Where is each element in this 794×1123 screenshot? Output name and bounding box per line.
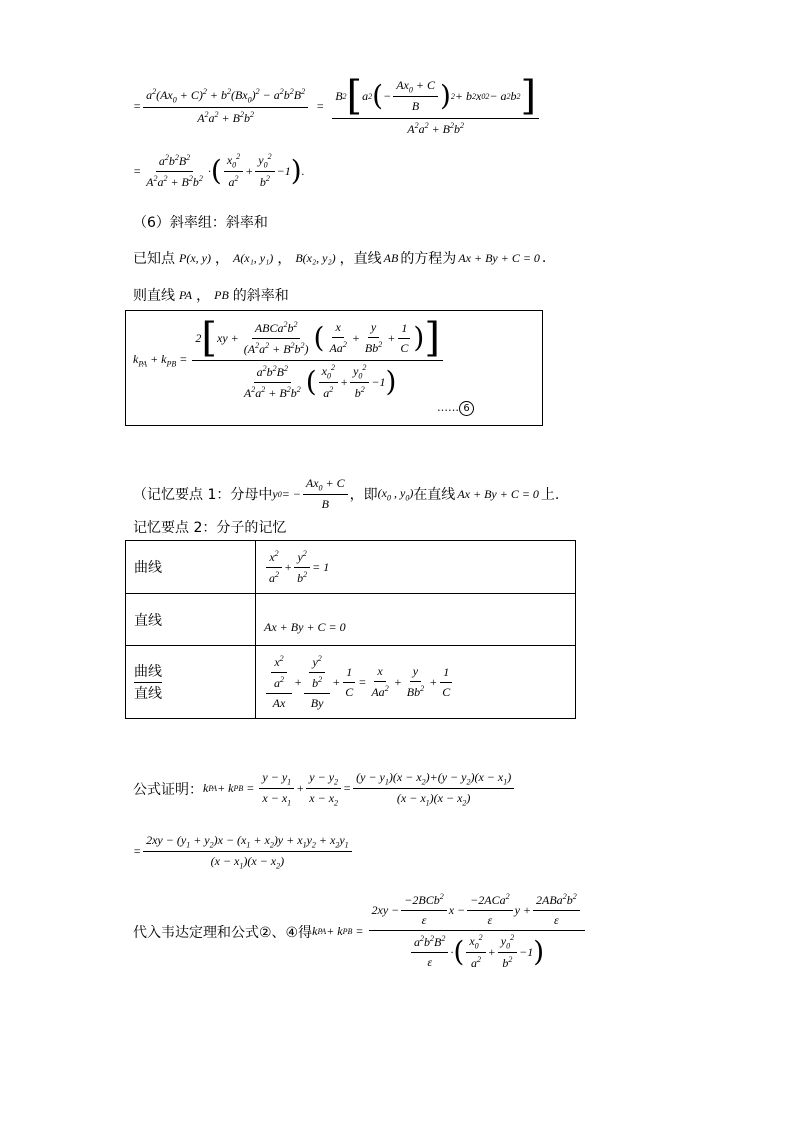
point-b: B(x₂, y₂) [295, 250, 336, 265]
given-text: 已知点 [133, 251, 175, 267]
then-sentence: 则直线 PA ， PB 的斜率和 [133, 285, 289, 305]
then-text: 则直线 [133, 288, 175, 304]
substitute-label: 代入韦达定理和公式②、④得 [133, 924, 313, 941]
memory-1-line: Ax + By + C = 0 [457, 486, 539, 501]
memory-point-1: （记忆要点 1：分母中 y 0 = − $\frac{Ax_0 + C}{B}$ ，即 ($x_0$ , $y_0$) 在直线 Ax + By + C = 0 上. [133, 476, 560, 512]
row-formula-curve: $\frac{x^2}{a^2}$ + $\frac{y^2}{b^2}$ = 1 [256, 541, 576, 594]
row-formula-line: Ax + By + C = 0 [256, 594, 576, 646]
table-row [126, 541, 576, 594]
equation-line-2: = $\frac{a^2b^2B^2}{A^2a^2 + B^2b^2}$ · ( $\frac{x_0^2}{a^2}$ + $\frac{y_0^2}{b^2}$ −1 ) . [133, 152, 305, 190]
line-ab: AB [383, 250, 399, 265]
line-equation: Ax + By + C = 0 [458, 250, 540, 265]
proof-line-2: = $\frac{2xy - (y_1 + y_2)x - (x_1 + x_2)y + x_1y_2 + x_2y_1}{(x - x_1)(x - x_2)}$ [133, 833, 354, 871]
row-label-curve: 曲线 [126, 541, 256, 594]
memory-1-prefix: （记忆要点 1：分母中 [133, 487, 273, 504]
proof-line-3: 代入韦达定理和公式②、④得 k PA + k PB = 2xy − $\frac{-2BCb^2}{\varepsilon}$ x − $\frac{-2ACa^2}{\varepsilon}$ y + $\frac{2ABa^2b^2}{\varepsilon}$ $\frac{a^2b^2B^2}{\varepsilon}$ · ( $\frac{x_0^2}{a^2}$ + $\frac{y_0^2}{b^2}$ −1 ) [133, 892, 587, 971]
row-label-ratio: 曲线 直线 [126, 646, 256, 719]
point-a: A(x₁, y₁) [232, 250, 274, 265]
equation-line-1: = $\frac{a^2(Ax_0 + C)^2 + b^2(Bx_0)^2 - a^2b^2B^2}{A^2a^2 + B^2b^2}$ = B 2 [ a 2 ( − $\frac{Ax_0 + C}{B}$ ) 2 + b 2 x 0 2 − a 2 b 2 ] $A^2a^2 + B^2b^2$ [133, 76, 541, 137]
memory-1-end: 上. [540, 487, 560, 504]
point-p: P(x, y) [179, 250, 211, 265]
label-pa: PA [179, 287, 193, 302]
proof-label: 公式证明： [133, 781, 203, 798]
memory-1-suffix: 在直线 [413, 487, 456, 504]
table-row [126, 646, 576, 719]
formula-6: $k_{PA} + k_{PB}$ = 2 [ xy + $\frac{ABCa^2b^2}{(A^2a^2 + B^2b^2)}$ ( $\frac{x}{Aa^2}$ + $\frac{y}{Bb^2}$ + $\frac{1}{C}$ ) ] $\frac{a^2b^2B^2}{A^2a^2 + B^2b^2}$ ( $\frac{x_0^2}{a^2}$ + $\frac{y_0^2}{b^2}$ −1 ) [133, 318, 445, 401]
row-formula-ratio: $\frac{\frac{x^2}{a^2}}{Ax}$ + $\frac{\frac{y^2}{b^2}}{By}$ + $\frac{1}{C}$ = $\frac{x}{Aa^2}$ + $\frac{y}{Bb^2}$ + $\frac{1}{C}$ [256, 646, 576, 719]
circled-six-icon: 6 [459, 401, 474, 416]
given-text-3: 的方程为 [400, 251, 457, 267]
label-pb: PB [214, 287, 229, 302]
memory-1-middle: ，即 [349, 487, 378, 504]
given-text-2: ，直线 [339, 251, 382, 267]
row-label-line: 直线 [126, 594, 256, 646]
section-title: （6）斜率组：斜率和 [133, 215, 268, 231]
table-row [126, 594, 576, 646]
formula-number: …… 6 [437, 401, 474, 416]
memory-point-2: 记忆要点 2：分子的记忆 [133, 520, 287, 536]
proof-line-1: 公式证明： k PA + k PB = $\frac{y - y_1}{x - x_1}$ + $\frac{y - y_2}{x - x_2}$ = $\frac{(y - y_1)(x - x_2)+(y - y_2)(x - x_1)}{(x - x_1)(x - x_2)}$ [133, 770, 516, 808]
then-text-2: 的斜率和 [232, 288, 289, 304]
memory-table [125, 540, 576, 719]
given-sentence: 已知点 P(x, y) ， A(x₁, y₁) ， B(x₂, y₂) ，直线 AB 的方程为 Ax + By + C = 0 . [133, 250, 547, 267]
